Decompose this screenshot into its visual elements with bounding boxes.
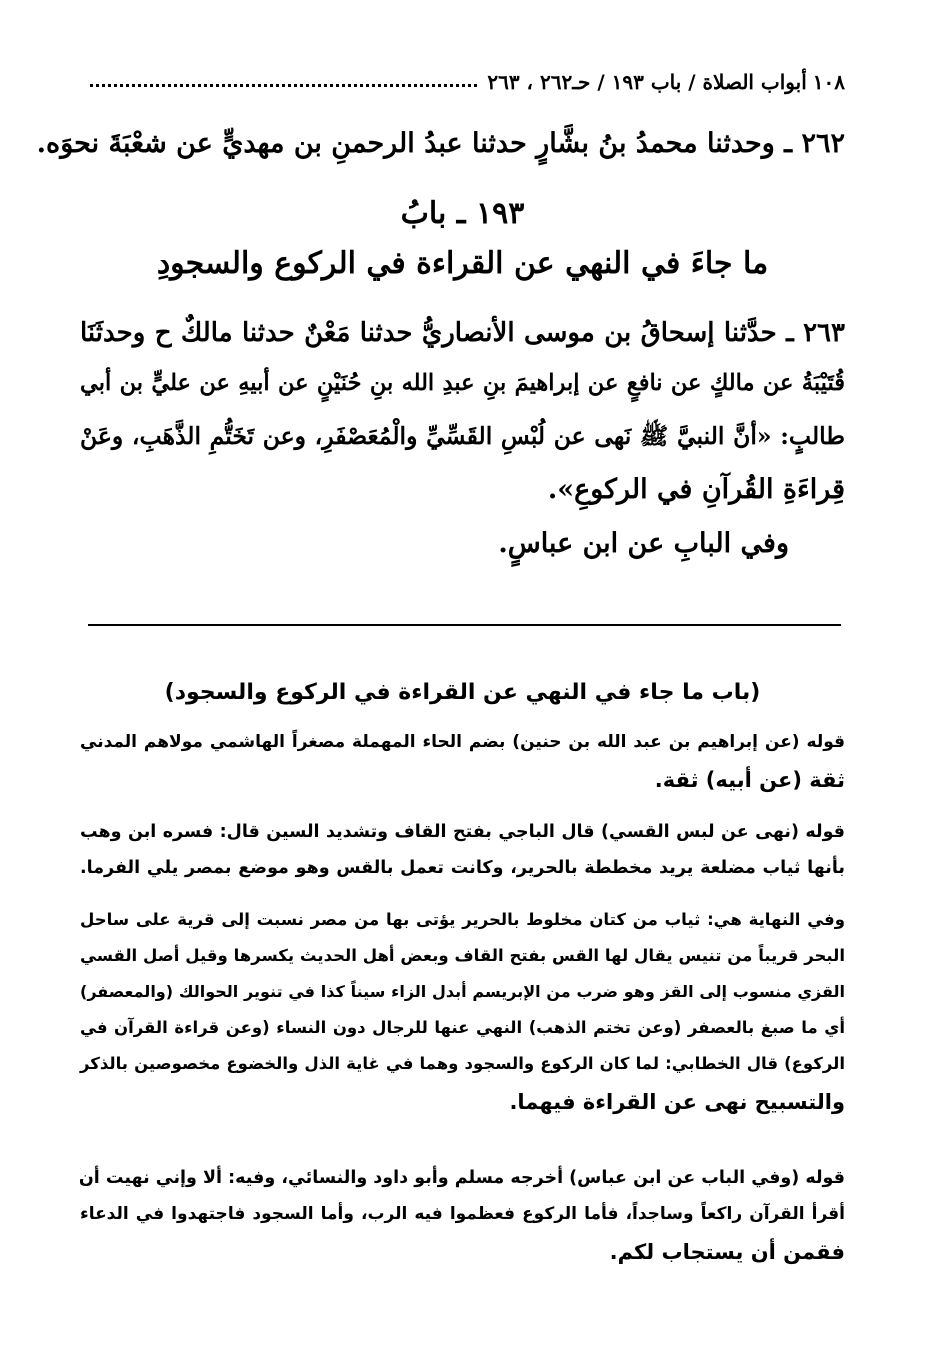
commentary-line-10: والتسبيح نهى عن القراءة فيهما. [509, 1090, 845, 1114]
hadith-262: ٢٦٢ ـ وحدثنا محمدُ بنُ بشَّارٍ حدثنا عبدُ الرحمنِ بن مهديٍّ عن شعْبَةَ نحوَه. [36, 128, 845, 159]
commentary-line-6: البحر قريباً من تنيس يقال لها القس بفتح القاف وبعض أهل الحديث يكسرها وقيل أصل القسي [80, 946, 845, 965]
hadith-263-fil-bab: وفي البابِ عن ابن عباسٍ. [498, 528, 789, 559]
commentary-line-12: أقرأ القرآن راكعاً وساجداً، فأما الركوع فعظموا فيه الرب، وأما السجود فاجتهدوا في الدعاء [80, 1204, 845, 1224]
hadith-263-line-2: قُتَيْبَةُ عن مالكٍ عن نافعٍ عن إبراهيمَ بنِ عبدِ الله بنِ حُنَيْنٍ عن أبيهِ عن عليٍّ بن أبي [80, 370, 845, 396]
commentary-line-13: فقمن أن يستجاب لكم. [609, 1240, 845, 1264]
footnote-divider [88, 624, 841, 626]
header-dotted-leader [90, 84, 477, 87]
commentary-line-3: قوله (نهى عن لبس القسي) قال الباجي بفتح القاف وتشديد السين قال: فسره ابن وهب [80, 822, 845, 842]
page-number: ١٠٨ [812, 70, 845, 94]
hadith-263-line-3: طالبٍ: «أنَّ النبيَّ ﷺ نَهى عن لُبْسِ القَسِّيِّ والْمُعَصْفَرِ، وعن تَخَتُّمِ الذَّهَبِ، وعَنْ [80, 422, 845, 450]
commentary-line-5: وفي النهاية هي: ثياب من كتان مخلوط بالحرير يؤتى بها من مصر نسبت إلى قرية على ساحل [80, 910, 845, 929]
commentary-line-9: الركوع) قال الخطابي: لما كان الركوع والسجود وهما في غاية الذل والخضوع مخصوصين بالذكر [80, 1054, 845, 1073]
running-title: أبواب الصلاة / باب ١٩٣ / حـ٢٦٢ ، ٢٦٣ [487, 70, 807, 94]
commentary-line-8: أي ما صبغ بالعصفر (وعن تختم الذهب) النهي عنها للرجال دون النساء (وعن قراءة القرآن في [80, 1018, 845, 1037]
commentary-line-2: ثقة (عن أبيه) ثقة. [654, 768, 845, 792]
commentary-heading: (باب ما جاء في النهي عن القراءة في الركوع والسجود) [164, 680, 761, 705]
running-header [80, 66, 845, 98]
commentary-line-1: قوله (عن إبراهيم بن عبد الله بن حنين) بضم الحاء المهملة مصغراً الهاشمي مولاهم المدني [80, 732, 845, 752]
chapter-number: ١٩٣ ـ بابُ [400, 196, 525, 231]
hadith-263-line-1: ٢٦٣ ـ حدَّثنا إسحاقُ بن موسى الأنصاريُّ حدثنا مَعْنٌ حدثنا مالكٌ ح وحدثَنَا [80, 318, 845, 348]
commentary-line-11: قوله (وفي الباب عن ابن عباس) أخرجه مسلم وأبو داود والنسائي، وفيه: ألا وإني نهيت أن [78, 1168, 845, 1188]
chapter-title: ما جاءَ في النهي عن القراءة في الركوع والسجودِ [156, 246, 769, 281]
commentary-line-4: بأنها ثياب مضلعة يريد مخططة بالحرير، وكانت تعمل بالقس وهو موضع بمصر يلي الفرما. [80, 858, 845, 878]
hadith-263-line-4: قِراءَةِ القُرآنِ في الركوعِ». [547, 474, 845, 505]
commentary-line-7: القزي منسوب إلى القز وهو ضرب من الإبريسم أبدل الزاء سيناً كذا في تنوير الحوالك (والمعصفر) [80, 982, 845, 1001]
